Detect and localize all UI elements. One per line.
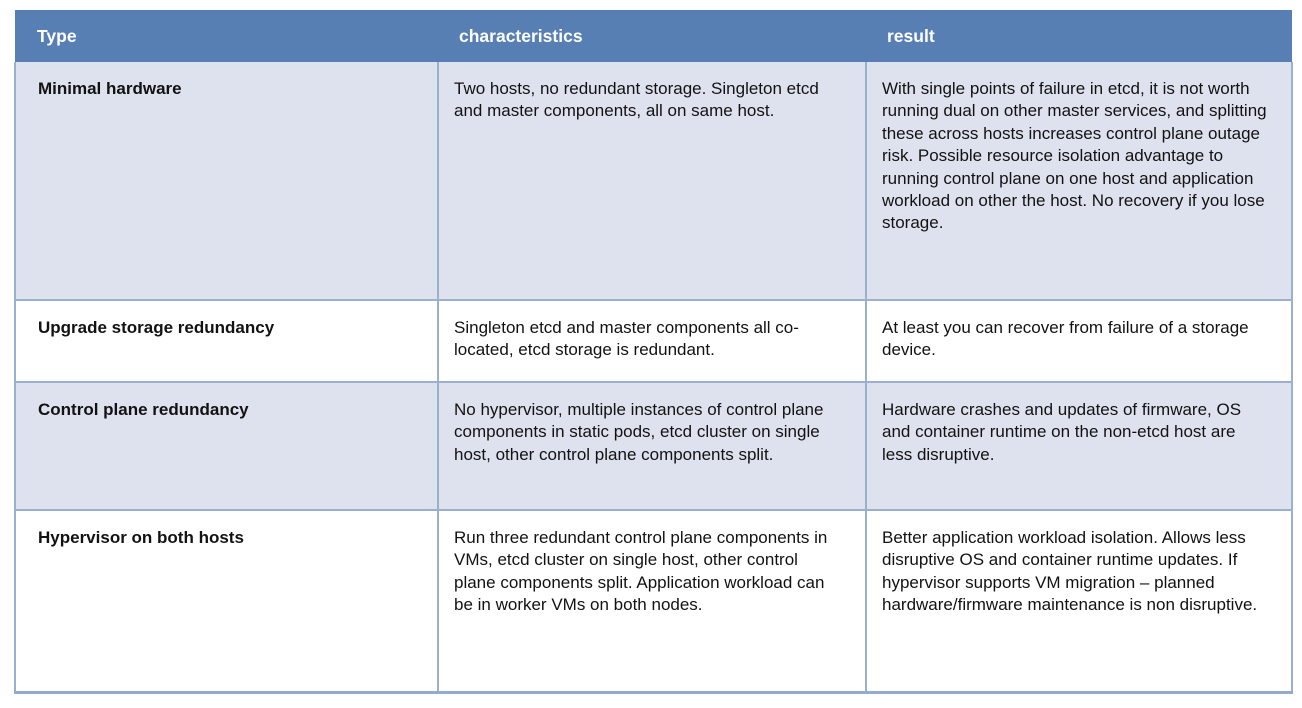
table-row: [15, 300, 1292, 382]
cell-result: Better application workload isolation. Allows less disruptive OS and container runtime updates. If hypervisor supports VM migration – planned hardware/firmware maintenance is non disruptive.: [866, 510, 1292, 692]
column-header-characteristics: characteristics: [438, 10, 866, 62]
table-header-row: [15, 10, 1292, 62]
table-row: [15, 62, 1292, 300]
cell-result: With single points of failure in etcd, it is not worth running dual on other master services, and splitting these across hosts increases control plane outage risk. Possible resource isolation advantage to running control plane on one host and application workload on other the host. No recovery if you lose storage.: [866, 62, 1292, 300]
cell-characteristics: Run three redundant control plane components in VMs, etcd cluster on single host, other control plane components split. Application workload can be in worker VMs on both nodes.: [438, 510, 866, 692]
comparison-table: [14, 10, 1293, 694]
cell-type: Upgrade storage redundancy: [15, 300, 438, 382]
cell-characteristics: Two hosts, no redundant storage. Singleton etcd and master components, all on same host.: [438, 62, 866, 300]
table-row: [15, 382, 1292, 510]
table-row: [15, 510, 1292, 692]
cell-type: Minimal hardware: [15, 62, 438, 300]
cell-characteristics: Singleton etcd and master components all co-located, etcd storage is redundant.: [438, 300, 866, 382]
cell-result: At least you can recover from failure of a storage device.: [866, 300, 1292, 382]
column-header-result: result: [866, 10, 1292, 62]
cell-type: Hypervisor on both hosts: [15, 510, 438, 692]
cell-result: Hardware crashes and updates of firmware, OS and container runtime on the non-etcd host are less disruptive.: [866, 382, 1292, 510]
column-header-type: Type: [15, 10, 438, 62]
cell-type: Control plane redundancy: [15, 382, 438, 510]
cell-characteristics: No hypervisor, multiple instances of control plane components in static pods, etcd cluster on single host, other control plane components split.: [438, 382, 866, 510]
